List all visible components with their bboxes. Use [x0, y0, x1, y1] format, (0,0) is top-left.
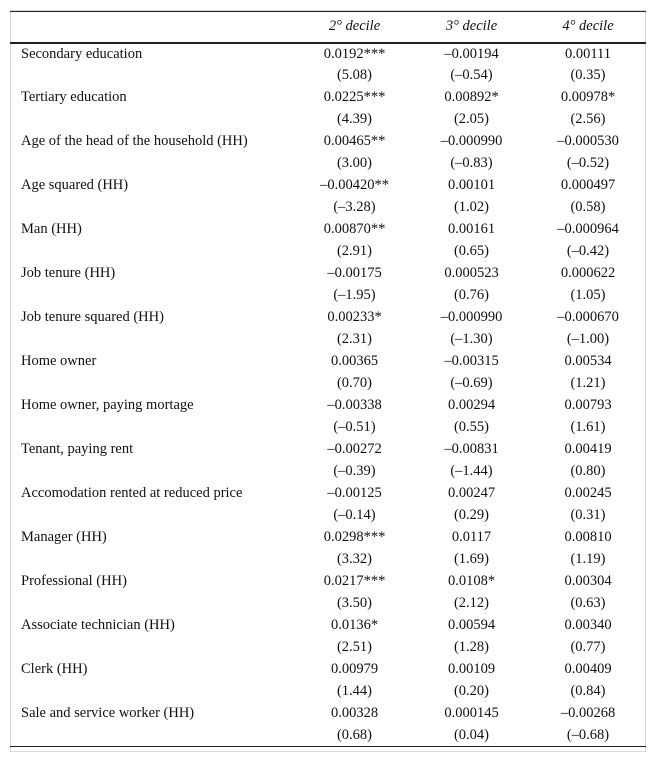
t-statistic-cell: (2.56) [570, 111, 606, 127]
table-row-coefficients [10, 351, 646, 373]
t-statistic-cell: (0.63) [570, 595, 606, 611]
t-statistic-cell: (4.39) [336, 111, 373, 127]
t-statistic-cell: (0.70) [336, 375, 373, 391]
table-row-coefficients [10, 175, 646, 197]
table-row-coefficients [10, 395, 646, 417]
table-row-tstats [10, 153, 646, 175]
header-variable [10, 12, 296, 43]
row-label: Professional (HH) [21, 573, 127, 589]
coefficient-cell: –0.00175 [327, 265, 382, 281]
table-row-tstats [10, 681, 646, 703]
t-statistic-cell: (1.21) [570, 375, 606, 391]
table-row-coefficients [10, 659, 646, 681]
coefficient-cell: 0.00247 [447, 485, 496, 501]
t-statistic-cell: (–3.28) [333, 199, 376, 215]
t-statistic-cell: (2.51) [336, 639, 373, 655]
t-statistic-cell: (0.55) [453, 419, 490, 435]
coefficient-cell: 0.0192*** [323, 45, 386, 62]
row-label: Tertiary education [21, 89, 127, 105]
row-label-empty [10, 329, 296, 351]
coefficient-cell: –0.00831 [444, 441, 499, 457]
coefficient-cell: –0.000670 [557, 309, 619, 325]
coefficient-cell: 0.00245 [564, 485, 612, 501]
table-row-tstats [10, 329, 646, 351]
t-statistic-cell: (0.04) [413, 725, 530, 747]
row-label-empty [10, 65, 296, 87]
table-row-coefficients [10, 483, 646, 505]
row-label: Secondary education [21, 45, 143, 62]
t-statistic-cell: (3.00) [336, 155, 373, 171]
coefficient-cell: 0.00870** [323, 221, 386, 237]
t-statistic-cell: (2.12) [453, 595, 490, 611]
coefficient-cell: –0.000530 [557, 133, 619, 149]
row-label: Manager (HH) [21, 529, 107, 545]
table-row-tstats [10, 505, 646, 527]
coefficient-cell: 0.00810 [564, 529, 612, 545]
table-row-coefficients [10, 219, 646, 241]
t-statistic-cell: (0.58) [570, 199, 606, 215]
table-row-coefficients [10, 87, 646, 109]
t-statistic-cell: (0.84) [570, 683, 606, 699]
table-row-coefficients [10, 439, 646, 461]
coefficient-cell: 0.00978* [560, 89, 616, 105]
t-statistic-cell: (–1.30) [450, 331, 493, 347]
row-label: Home owner [21, 353, 97, 369]
regression-table [10, 11, 646, 747]
t-statistic-cell: (0.20) [453, 683, 490, 699]
t-statistic-cell: (1.61) [570, 419, 606, 435]
t-statistic-cell: (1.19) [570, 551, 606, 567]
coefficient-cell: –0.00315 [444, 353, 499, 369]
t-statistic-cell: (–0.51) [333, 419, 376, 435]
coefficient-cell: 0.000523 [444, 265, 499, 281]
row-label-empty [10, 109, 296, 131]
coefficient-cell: 0.000497 [560, 177, 616, 193]
coefficient-cell: 0.00365 [330, 353, 379, 369]
t-statistic-cell: (1.44) [336, 683, 373, 699]
row-label-empty [10, 505, 296, 527]
row-label: Sale and service worker (HH) [21, 705, 195, 721]
coefficient-cell: 0.000622 [560, 265, 616, 281]
coefficient-cell: 0.00594 [447, 617, 496, 633]
table-row-tstats [10, 65, 646, 87]
t-statistic-cell: (–0.42) [566, 243, 610, 259]
coefficient-cell: –0.000990 [440, 309, 503, 325]
coefficient-cell: 0.00340 [564, 617, 612, 633]
coefficient-cell: –0.000990 [440, 133, 503, 149]
row-label-empty [10, 153, 296, 175]
row-label-empty [10, 681, 296, 703]
coefficient-cell: –0.00194 [444, 45, 499, 62]
row-label-empty [10, 197, 296, 219]
t-statistic-cell: (1.02) [453, 199, 490, 215]
coefficient-cell: 0.0117 [451, 529, 492, 545]
coefficient-cell: –0.00420** [320, 177, 389, 193]
t-statistic-cell: (–0.39) [333, 463, 376, 479]
coefficient-cell: 0.00328 [330, 705, 379, 721]
table-row-tstats [10, 241, 646, 263]
t-statistic-cell: (2.31) [336, 331, 373, 347]
coefficient-cell: 0.00892* [444, 89, 499, 105]
coefficient-cell: 0.0225*** [323, 89, 386, 105]
coefficient-cell: 0.00793 [564, 397, 612, 413]
row-label-empty [10, 417, 296, 439]
t-statistic-cell: (–0.14) [333, 507, 376, 523]
table-row-coefficients [10, 131, 646, 153]
table-row-coefficients [10, 571, 646, 593]
row-label-empty [10, 549, 296, 571]
t-statistic-cell: (–1.00) [566, 331, 610, 347]
header-3-decile: 3° decile [413, 12, 530, 43]
header-4-decile: 4° decile [530, 12, 646, 43]
t-statistic-cell: (3.32) [336, 551, 373, 567]
coefficient-cell: 0.000145 [444, 705, 499, 721]
coefficient-cell: 0.00409 [564, 661, 612, 677]
t-statistic-cell: (–0.54) [450, 67, 493, 83]
row-label: Home owner, paying mortage [21, 397, 194, 413]
t-statistic-cell: (0.31) [570, 507, 606, 523]
t-statistic-cell: (–1.44) [450, 463, 493, 479]
row-label-empty [10, 461, 296, 483]
table-row-coefficients [10, 43, 646, 65]
table-row-tstats [10, 637, 646, 659]
table-row-coefficients [10, 527, 646, 549]
coefficient-cell: –0.00338 [327, 397, 382, 413]
table-row-coefficients [10, 703, 646, 725]
coefficient-cell: 0.00465** [323, 133, 386, 149]
coefficient-cell: 0.00233* [327, 309, 382, 325]
t-statistic-cell: (2.05) [453, 111, 490, 127]
row-label-empty [10, 725, 296, 747]
t-statistic-cell: (0.68) [296, 725, 413, 747]
row-label: Associate technician (HH) [21, 617, 175, 633]
t-statistic-cell: (0.76) [453, 287, 490, 303]
row-label: Tenant, paying rent [21, 441, 134, 457]
t-statistic-cell: (1.69) [453, 551, 490, 567]
coefficient-cell: –0.000964 [557, 221, 619, 237]
coefficient-cell: –0.00268 [560, 705, 616, 721]
table-row-coefficients [10, 615, 646, 637]
t-statistic-cell: (5.08) [336, 67, 373, 83]
t-statistic-cell: (0.77) [570, 639, 606, 655]
coefficient-cell: 0.00419 [564, 441, 612, 457]
table-row-tstats [10, 373, 646, 395]
table-header-row [10, 12, 646, 43]
t-statistic-cell: (–0.83) [450, 155, 493, 171]
table-row-tstats [10, 461, 646, 483]
t-statistic-cell: (0.80) [570, 463, 606, 479]
t-statistic-cell: (–0.68) [530, 725, 646, 747]
table-row-tstats [10, 593, 646, 615]
row-label-empty [10, 285, 296, 307]
row-label-empty [10, 637, 296, 659]
t-statistic-cell: (–0.52) [566, 155, 610, 171]
t-statistic-cell: (–0.69) [450, 375, 493, 391]
coefficient-cell: 0.00294 [447, 397, 496, 413]
table-body [10, 43, 646, 747]
t-statistic-cell: (0.29) [453, 507, 490, 523]
coefficient-cell: 0.00111 [564, 45, 612, 62]
row-label-empty [10, 373, 296, 395]
row-label-empty [10, 241, 296, 263]
coefficient-cell: –0.00125 [327, 485, 382, 501]
coefficient-cell: 0.00161 [447, 221, 496, 237]
row-label: Man (HH) [21, 221, 82, 237]
t-statistic-cell: (0.65) [453, 243, 490, 259]
coefficient-cell: 0.0217*** [323, 573, 386, 589]
row-label: Job tenure (HH) [21, 265, 116, 281]
coefficient-cell: 0.00109 [447, 661, 496, 677]
table-row-tstats [10, 109, 646, 131]
coefficient-cell: 0.00534 [564, 353, 612, 369]
t-statistic-cell: (1.05) [570, 287, 606, 303]
coefficient-cell: 0.0108* [447, 573, 496, 589]
header-2-decile: 2° decile [296, 12, 413, 43]
table-row-tstats [10, 725, 646, 747]
coefficient-cell: –0.00272 [327, 441, 382, 457]
row-label: Clerk (HH) [21, 661, 88, 677]
table-row-tstats [10, 417, 646, 439]
t-statistic-cell: (1.28) [453, 639, 490, 655]
table-row-tstats [10, 197, 646, 219]
row-label: Accomodation rented at reduced price [21, 485, 243, 501]
t-statistic-cell: (2.91) [336, 243, 373, 259]
row-label: Job tenure squared (HH) [21, 309, 164, 325]
row-label-empty [10, 593, 296, 615]
t-statistic-cell: (0.35) [570, 67, 606, 83]
coefficient-cell: 0.00979 [330, 661, 379, 677]
t-statistic-cell: (–1.95) [333, 287, 376, 303]
coefficient-cell: 0.0298*** [323, 529, 386, 545]
table-row-tstats [10, 549, 646, 571]
table-row-coefficients [10, 263, 646, 285]
row-label: Age squared (HH) [21, 177, 129, 193]
table-row-coefficients [10, 307, 646, 329]
table-row-tstats [10, 285, 646, 307]
coefficient-cell: 0.0136* [330, 617, 379, 633]
row-label: Age of the head of the household (HH) [21, 133, 248, 149]
coefficient-cell: 0.00304 [564, 573, 612, 589]
coefficient-cell: 0.00101 [447, 177, 496, 193]
t-statistic-cell: (3.50) [336, 595, 373, 611]
